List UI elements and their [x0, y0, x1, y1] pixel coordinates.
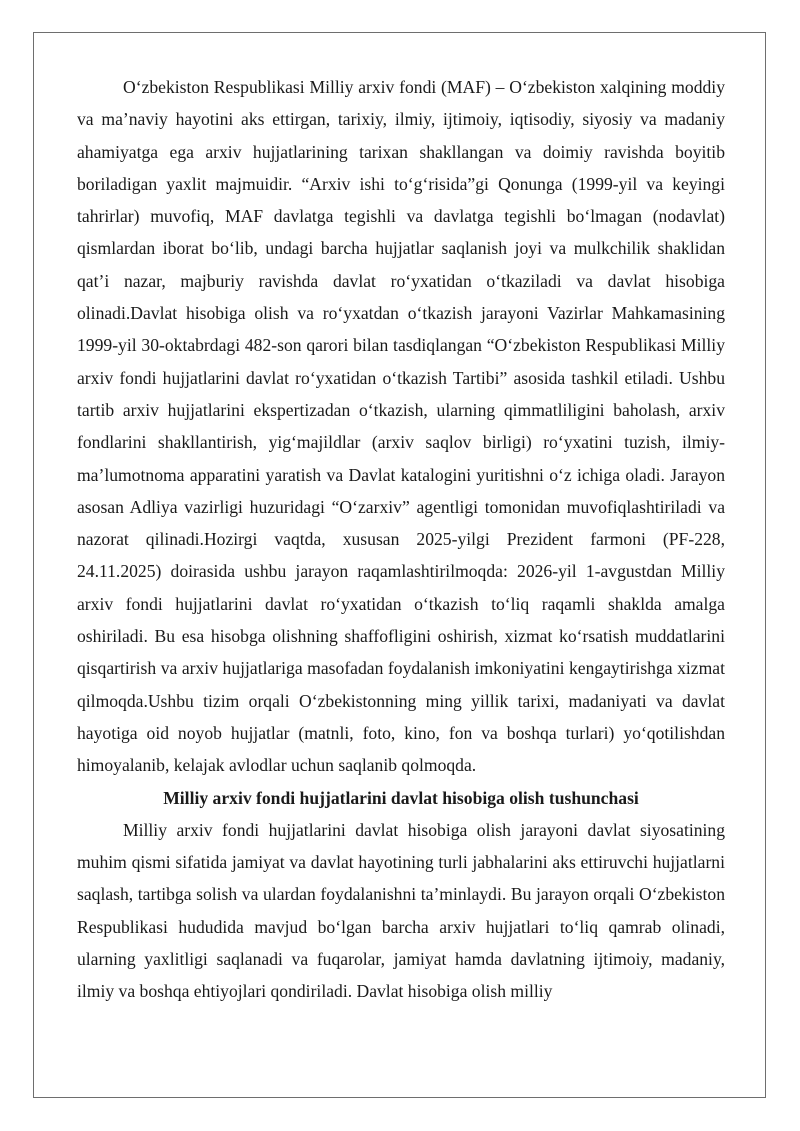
- document-body: [77, 71, 725, 1008]
- paragraph-concept: Milliy arxiv fondi hujjatlarini davlat hisobiga olish jarayoni davlat siyosatining muhim qismi sifatida jamiyat va davlat hayotining turli jabhalarini aks ettiruvchi hujjatlarni saqlash, tartibga solish va ulardan foydalanishni ta’minlaydi. Bu jarayon orqali O‘zbekiston Respublikasi hududida mavjud bo‘lgan barcha arxiv hujjatlari to‘liq qamrab olinadi, ularning yaxlitligi saqlanadi va fuqarolar, jamiyat hamda davlatning ijtimoiy, madaniy, ilmiy va boshqa ehtiyojlari qondiriladi. Davlat hisobiga olish milliy: [77, 819, 725, 1002]
- paragraph-intro: O‘zbekiston Respublikasi Milliy arxiv fondi (MAF) – O‘zbekiston xalqining moddiy va ma’naviy hayotini aks ettirgan, tarixiy, ilmiy, ijtimoiy, iqtisodiy, siyosiy va madaniy ahamiyatga ega arxiv hujjatlarining tarixan shakllangan va doimiy ravishda boyitib boriladigan yaxlit majmuidir. “Arxiv ishi to‘g‘risida”gi Qonunga (1999-yil va keyingi tahrirlar) muvofiq, MAF davlatga tegishli va davlatga tegishli bo‘lmagan (nodavlat) qismlardan iborat bo‘lib, undagi barcha hujjatlar saqlanish joyi va mulkchilik shaklidan qat’i nazar, majburiy ravishda davlat ro‘yxatidan o‘tkaziladi va davlat hisobiga olinadi.Davlat hisobiga olish va ro‘yxatdan o‘tkazish jarayoni Vazirlar Mahkamasining 1999-yil 30-oktabrdagi 482-son qarori bilan tasdiqlangan “O‘zbekiston Respublikasi Milliy arxiv fondi hujjatlarini davlat ro‘yxatidan o‘tkazish Tartibi” asosida tashkil etiladi. Ushbu tartib arxiv hujjatlarini ekspertizadan o‘tkazish, ularning qimmatliligini baholash, arxiv fondlarini shakllantirish, yig‘majildlar (arxiv saqlov birligi) ro‘yxatini tuzish, ilmiy-ma’lumotnoma apparatini yaratish va Davlat katalogini yuritishni o‘z ichiga oladi. Jarayon asosan Adliya vazirligi huzuridagi “O‘zarxiv” agentligi tomonidan muvofiqlashtiriladi va nazorat qilinadi.Hozirgi vaqtda, xususan 2025-yilgi Prezident farmoni (PF-228, 24.11.2025) doirasida ushbu jarayon raqamlashtirilmoqda: 2026-yil 1-avgustdan Milliy arxiv fondi hujjatlarini davlat ro‘yxatidan o‘tkazish to‘liq raqamli shaklda amalga oshiriladi. Bu esa hisobga olishning shaffofligini oshirish, xizmat ko‘rsatish muddatlarini qisqartirish va arxiv hujjatlariga masofadan foydalanish imkoniyatini kengaytirishga xizmat qilmoqda.Ushbu tizim orqali O‘zbekistonning ming yillik tarixi, madaniyati va davlat hayotiga oid noyob hujjatlar (matnli, foto, kino, fon va boshqa turlari) yo‘qotilishdan himoyalanib, kelajak avlodlar uchun saqlanib qolmoqda.: [77, 77, 725, 776]
- section-heading: Milliy arxiv fondi hujjatlarini davlat hisobiga olish tushunchasi: [163, 787, 639, 808]
